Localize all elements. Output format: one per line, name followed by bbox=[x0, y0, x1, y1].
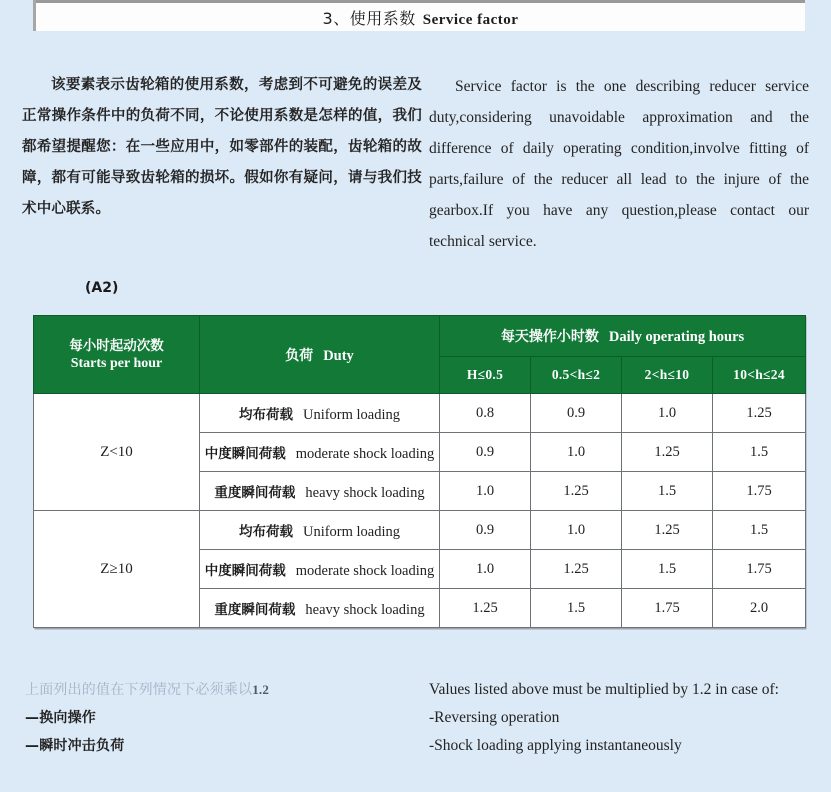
duty-en-0-1: moderate shock loading bbox=[295, 445, 435, 462]
value-1-1-3: 1.75 bbox=[713, 550, 806, 589]
duty-cn-0-0: 均布荷载 bbox=[238, 406, 293, 423]
value-1-0-2: 1.25 bbox=[622, 511, 713, 550]
value-0-1-1: 1.0 bbox=[531, 433, 622, 472]
duty-label-0-0 bbox=[200, 394, 440, 433]
header-daily-hours-cn: 每天操作小时数 bbox=[500, 329, 599, 345]
duty-cn-0-1: 中度瞬间荷载 bbox=[204, 445, 286, 462]
value-0-0-3: 1.25 bbox=[713, 394, 806, 433]
duty-en-1-0: Uniform loading bbox=[302, 523, 401, 540]
value-1-1-0: 1.0 bbox=[440, 550, 531, 589]
header-duty-en: Duty bbox=[323, 347, 354, 364]
note-cn-lead-text: 上面列出的值在下列情况下必须乘以 bbox=[25, 682, 253, 698]
duty-en-1-1: moderate shock loading bbox=[295, 562, 435, 579]
header-starts-per-hour-cn: 每小时起动次数 bbox=[69, 337, 164, 354]
group-label-1: Z≥10 bbox=[34, 511, 200, 628]
note-en-item-0: -Reversing operation bbox=[429, 709, 560, 726]
value-1-0-3: 1.5 bbox=[713, 511, 806, 550]
section-title-en: Service factor bbox=[422, 11, 519, 28]
value-1-2-0: 1.25 bbox=[440, 589, 531, 628]
service-factor-table bbox=[33, 315, 806, 628]
table-row bbox=[34, 394, 806, 433]
duty-label-1-1 bbox=[200, 550, 440, 589]
value-0-0-0: 0.8 bbox=[440, 394, 531, 433]
note-cn-lead bbox=[25, 676, 425, 704]
value-1-1-2: 1.5 bbox=[622, 550, 713, 589]
footer-notes-chinese bbox=[25, 676, 425, 760]
page-title bbox=[323, 6, 519, 29]
header-duty bbox=[200, 316, 440, 394]
value-0-0-2: 1.0 bbox=[622, 394, 713, 433]
duty-cn-1-1: 中度瞬间荷载 bbox=[204, 562, 286, 579]
duty-cn-0-2: 重度瞬间荷载 bbox=[214, 484, 296, 501]
header-duty-cn: 负荷 bbox=[285, 347, 314, 364]
intro-column-english bbox=[429, 55, 809, 272]
duty-label-1-0 bbox=[200, 511, 440, 550]
value-1-1-1: 1.25 bbox=[531, 550, 622, 589]
footer-notes-english bbox=[429, 676, 809, 760]
value-0-2-2: 1.5 bbox=[622, 472, 713, 511]
value-0-0-1: 0.9 bbox=[531, 394, 622, 433]
duty-label-1-2 bbox=[200, 589, 440, 628]
intro-paragraph-cn: 该要素表示齿轮箱的使用系数，考虑到不可避免的误差及正常操作条件中的负荷不同，不论使用系数是怎样的值，我们都希望提醒您：在一些应用中，如零部件的装配，齿轮箱的故障，都有可能导致齿轮箱的损坏。假如你有疑问，请与我们技术中心联系。 bbox=[22, 76, 422, 217]
value-0-1-0: 0.9 bbox=[440, 433, 531, 472]
section-title-cn: 3、使用系数 bbox=[322, 8, 416, 28]
value-1-0-1: 1.0 bbox=[531, 511, 622, 550]
duty-en-1-2: heavy shock loading bbox=[305, 601, 425, 618]
table-body bbox=[34, 394, 806, 628]
value-1-2-3: 2.0 bbox=[713, 589, 806, 628]
note-cn-item-1: —瞬时冲击负荷 bbox=[25, 738, 125, 754]
note-cn-lead-number: 1.2 bbox=[252, 682, 270, 697]
header-hours-col-2: 2<h≤10 bbox=[622, 357, 713, 394]
duty-en-0-0: Uniform loading bbox=[302, 406, 401, 423]
header-starts-per-hour-en: Starts per hour bbox=[70, 355, 163, 371]
section-title-bar bbox=[33, 0, 805, 31]
intro-columns bbox=[0, 55, 831, 272]
table-head bbox=[34, 316, 806, 394]
table-row bbox=[34, 511, 806, 550]
value-1-2-1: 1.5 bbox=[531, 589, 622, 628]
intro-column-chinese bbox=[22, 55, 422, 272]
header-starts-per-hour bbox=[34, 316, 200, 394]
value-1-0-0: 0.9 bbox=[440, 511, 531, 550]
value-0-2-0: 1.0 bbox=[440, 472, 531, 511]
title-box bbox=[36, 3, 805, 31]
header-hours-col-1: 0.5<h≤2 bbox=[531, 357, 622, 394]
header-hours-col-3: 10<h≤24 bbox=[713, 357, 806, 394]
duty-label-0-1 bbox=[200, 433, 440, 472]
service-factor-table-wrapper bbox=[33, 315, 805, 628]
table-caption-a2: (A2) bbox=[85, 280, 119, 296]
header-hours-col-0: H≤0.5 bbox=[440, 357, 531, 394]
value-0-1-2: 1.25 bbox=[622, 433, 713, 472]
footer-notes bbox=[0, 676, 831, 760]
intro-paragraph-en: Service factor is the one describing reducer service duty,considering unavoidable approximation and the difference of daily operating condition,involve fitting of parts,failure of the reducer all lead to the injure of the gearbox.If you have any question,please contact our technical service. bbox=[429, 77, 809, 250]
value-0-1-3: 1.5 bbox=[713, 433, 806, 472]
value-1-2-2: 1.75 bbox=[622, 589, 713, 628]
duty-label-0-2 bbox=[200, 472, 440, 511]
header-daily-hours-en: Daily operating hours bbox=[608, 329, 745, 345]
note-en-lead: Values listed above must be multiplied by 1.2 in case of: bbox=[429, 681, 779, 698]
header-daily-operating-hours bbox=[440, 316, 806, 357]
duty-cn-1-2: 重度瞬间荷载 bbox=[214, 601, 296, 618]
value-0-2-3: 1.75 bbox=[713, 472, 806, 511]
value-0-2-1: 1.25 bbox=[531, 472, 622, 511]
note-cn-item-0: —换向操作 bbox=[25, 710, 96, 726]
duty-en-0-2: heavy shock loading bbox=[305, 484, 425, 501]
duty-cn-1-0: 均布荷载 bbox=[238, 523, 293, 540]
note-en-item-1: -Shock loading applying instantaneously bbox=[429, 737, 682, 754]
group-label-0: Z<10 bbox=[34, 394, 200, 511]
table-header-row-top bbox=[34, 316, 806, 357]
